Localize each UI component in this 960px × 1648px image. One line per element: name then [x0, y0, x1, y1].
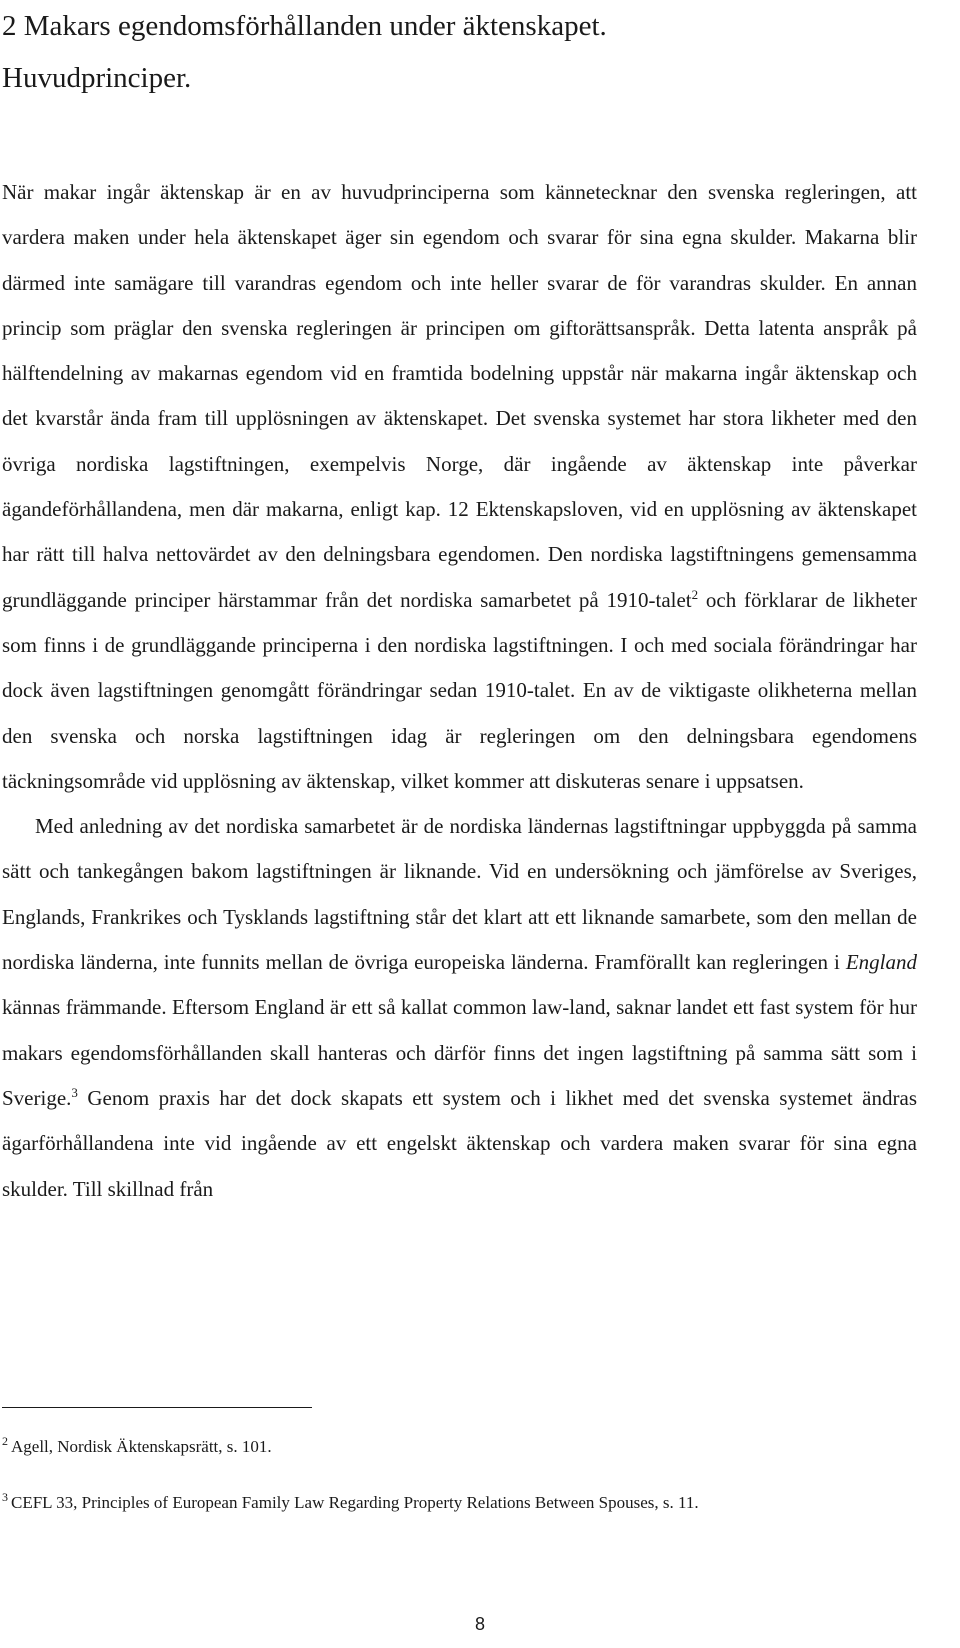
page-number: 8 — [474, 1614, 485, 1634]
footnote — [2, 1491, 932, 1515]
body-text — [2, 170, 917, 1212]
footnote-text: Agell, Nordisk Äktenskapsrätt, s. 101. — [11, 1437, 272, 1456]
footnote-text: CEFL 33, Principles of European Family Law Regarding Property Relations Between Spouses, s. 11. — [11, 1493, 699, 1512]
footnote-ref-3: 3 — [71, 1084, 78, 1100]
footnote-ref-2: 2 — [691, 586, 699, 602]
heading-line-1: 2 Makars egendomsförhållanden under äktenskapet. — [2, 10, 607, 42]
paragraph-2-text-b: kännas främmande. Eftersom England är ett så kallat common law-land, saknar landet ett fast system för hur makars egendomsförhållanden skall hanteras och därför finns det ingen lagstiftning på samma sätt som i Sverige. — [2, 995, 917, 1110]
footnote-number: 3 — [2, 1490, 8, 1505]
footnote — [2, 1435, 932, 1459]
paragraph-2-italic: England — [845, 950, 917, 975]
heading-line-2: Huvudprinciper. — [2, 62, 192, 94]
footnote-number: 2 — [2, 1434, 8, 1449]
footnote-divider — [2, 1407, 312, 1408]
paragraph-2 — [2, 804, 917, 1212]
paragraph-1-text-b: och förklarar de likheter som finns i de grundläggande principerna i den nordiska lagstiftningen. I och med sociala förändringar har dock även lagstiftningen genomgått förändringar sedan 1910-talet. En av de viktigaste olikheterna mellan den svenska och norska lagstiftningen idag är regleringen om den delningsbara egendomens täckningsområde vid upplösning av äktenskap, vilket kommer att diskuteras senare i uppsatsen. — [2, 587, 918, 793]
paragraph-1 — [2, 170, 917, 804]
paragraph-1-text-a: När makar ingår äktenskap är en av huvudprinciperna som kännetecknar den svenska regleringen, att vardera maken under hela äktenskapet äger sin egendom och svarar för sina egna skulder. Makarna blir därmed inte samägare till varandras egendom och inte heller svarar de för varandras skulder. En annan princip som präglar den svenska regleringen är principen om giftorättsanspråk. Detta latenta anspråk på hälftendelning av makarnas egendom vid en framtida bodelning uppstår när makarna ingår äktenskap och det kvarstår ända fram till upplösningen av äktenskapet. Det svenska systemet har stora likheter med den övriga nordiska lagstiftningen, exempelvis Norge, där ingående av äktenskap inte påverkar ägandeförhållandena, men där makarna, enligt kap. 12 Ektenskapsloven, vid en upplösning av äktenskapet har rätt till halva nettovärdet av den delningsbara egendomen. Den nordiska lagstiftningens gemensamma grundläggande principer härstammar från det nordiska samarbetet på 1910-talet — [2, 180, 917, 612]
paragraph-2-text-a: Med anledning av det nordiska samarbetet är de nordiska ländernas lagstiftningar uppbyggda på samma sätt och tankegången bakom lagstiftningen är liknande. Vid en undersökning och jämförelse av Sveriges, Englands, Frankrikes och Tysklands lagstiftning står det klart att ett liknande samarbete, som den mellan de nordiska länderna, inte funnits mellan de övriga europeiska länderna. Framförallt kan regleringen i — [2, 814, 917, 975]
section-heading — [2, 0, 922, 104]
paragraph-2-text-c: Genom praxis har det dock skapats ett system och i likhet med det svenska systemet ändras ägarförhållandena inte vid ingående av ett engelskt äktenskap och vardera maken svarar för sina egna skulder. Till skillnad från — [2, 1085, 917, 1201]
